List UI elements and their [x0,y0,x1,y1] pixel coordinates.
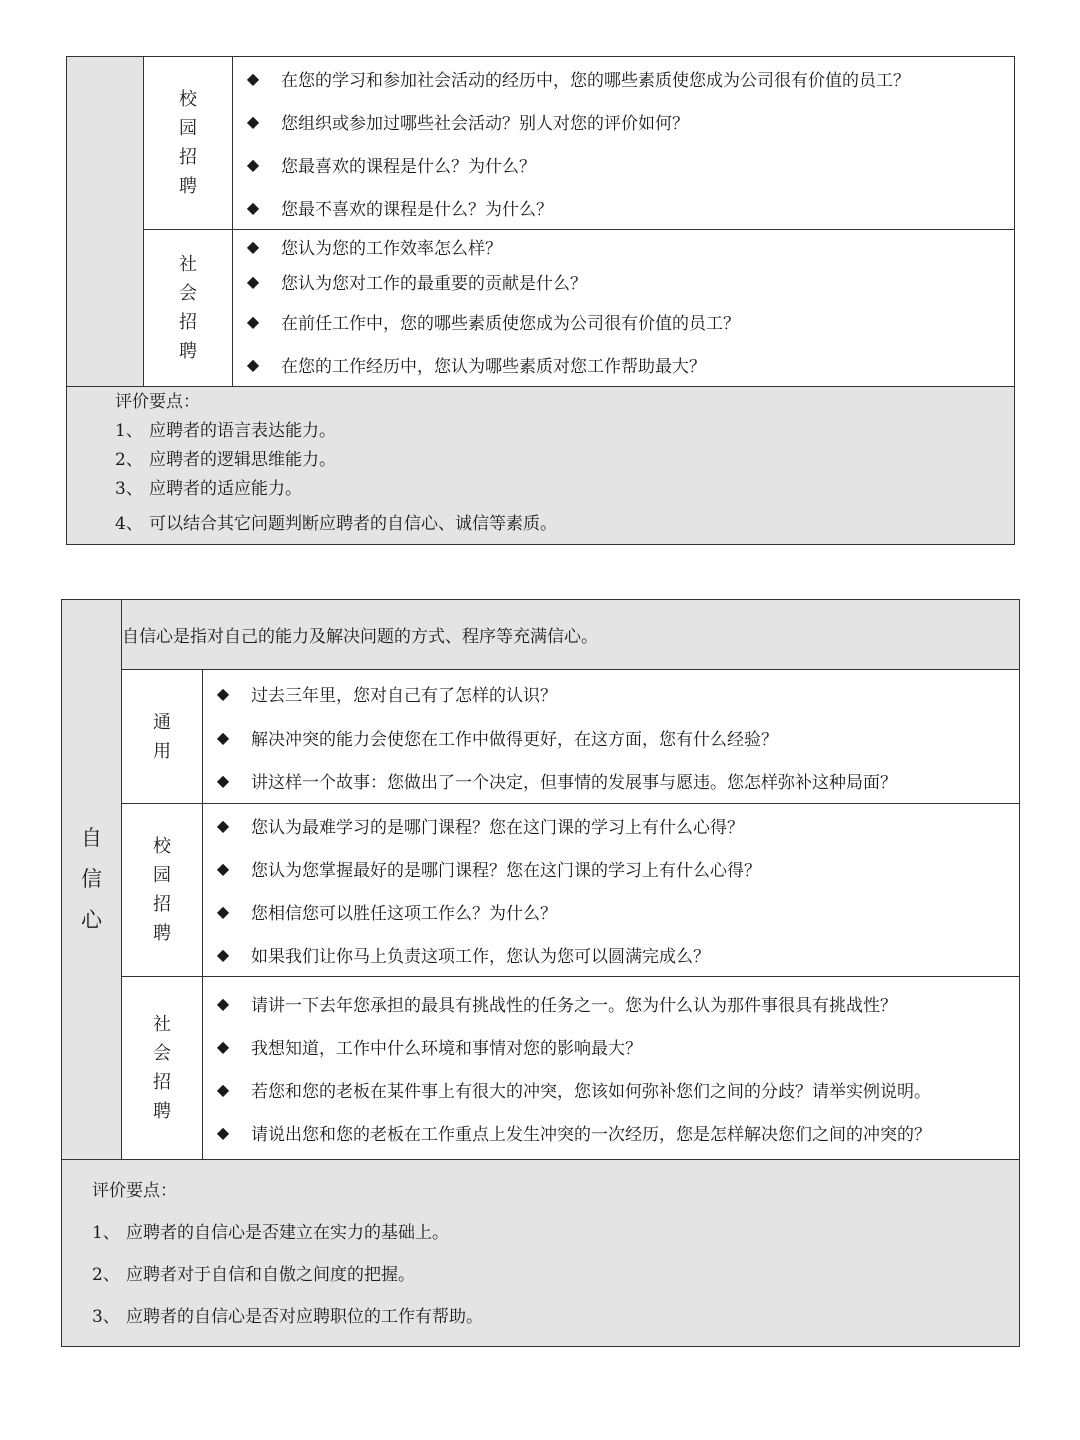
bullet-diamond-icon: ◆ [216,902,230,921]
bullet-diamond-icon: ◆ [216,816,230,835]
question-item: ◆ 我想知道，工作中什么环境和事情对您的影响最大？ [216,1037,642,1059]
bullet-diamond-icon: ◆ [246,155,260,174]
section-label-social: 社 会 招 聘 [122,977,203,1160]
question-item: ◆ 您最喜欢的课程是什么？为什么？ [246,155,536,177]
bullet-diamond-icon: ◆ [246,69,260,88]
evaluation-item: 3、 应聘者的自信心是否对应聘职位的工作有帮助。 [92,1307,483,1327]
section-label-general: 通 用 [122,670,203,804]
category-cell-empty [67,57,144,387]
bullet-diamond-icon: ◆ [216,684,230,703]
question-list-social [233,230,1015,387]
question-item: ◆ 您认为最难学习的是哪门课程？您在这门课的学习上有什么心得？ [216,816,744,838]
question-list-campus [233,57,1015,230]
evaluation-item: 2、 应聘者对于自信和自傲之间度的把握。 [92,1265,415,1285]
evaluation-title: 评价要点： [115,392,200,412]
question-list-general [203,670,1020,804]
bullet-diamond-icon: ◆ [246,112,260,131]
question-item: ◆ 在前任工作中，您的哪些素质使您成为公司很有价值的员工？ [246,312,740,334]
bullet-diamond-icon: ◆ [216,1080,230,1099]
question-item: ◆ 您相信您可以胜任这项工作么？为什么？ [216,902,557,924]
bullet-diamond-icon: ◆ [246,312,260,331]
evaluation-item: 1、 应聘者的语言表达能力。 [115,421,336,441]
bullet-diamond-icon: ◆ [216,994,230,1013]
question-list-social [203,977,1020,1160]
question-item: ◆ 您最不喜欢的课程是什么？为什么？ [246,198,553,220]
bullet-diamond-icon: ◆ [246,198,260,217]
evaluation-points [62,1160,1020,1347]
evaluation-item: 4、 可以结合其它问题判断应聘者的自信心、诚信等素质。 [115,514,557,534]
question-item: ◆ 请讲一下去年您承担的最具有挑战性的任务之一。您为什么认为那件事很具有挑战性？ [216,994,897,1016]
question-item: ◆ 如果我们让你马上负责这项工作，您认为您可以圆满完成么？ [216,945,710,967]
question-item: ◆ 过去三年里，您对自己有了怎样的认识？ [216,684,557,706]
bullet-diamond-icon: ◆ [246,271,260,291]
category-label-self-confidence: 自 信 心 [62,600,122,1160]
bullet-diamond-icon: ◆ [246,236,260,256]
evaluation-item: 1、 应聘者的自信心是否建立在实力的基础上。 [92,1223,449,1243]
interview-table-continued [66,56,1015,545]
evaluation-item: 3、 应聘者的适应能力。 [115,479,302,499]
bullet-diamond-icon: ◆ [216,1037,230,1056]
question-item: ◆ 您认为您的工作效率怎么样？ [246,236,502,259]
evaluation-item: 2、 应聘者的逻辑思维能力。 [115,450,336,470]
bullet-diamond-icon: ◆ [216,1123,230,1142]
question-item: ◆ 您认为您对工作的最重要的贡献是什么？ [246,271,587,294]
question-item: ◆ 您认为您掌握最好的是哪门课程？您在这门课的学习上有什么心得？ [216,859,761,881]
question-item: ◆ 讲这样一个故事：您做出了一个决定，但事情的发展事与愿违。您怎样弥补这种局面？ [216,770,897,793]
bullet-diamond-icon: ◆ [216,770,230,790]
interview-table-self-confidence [61,599,1020,1347]
section-label-campus: 校 园 招 聘 [122,804,203,977]
question-list-campus [203,804,1020,977]
evaluation-points [67,387,1015,545]
bullet-diamond-icon: ◆ [216,945,230,964]
section-label-campus: 校 园 招 聘 [144,57,233,230]
question-item: ◆ 请说出您和您的老板在工作重点上发生冲突的一次经历，您是怎样解决您们之间的冲突的？ [216,1123,931,1145]
bullet-diamond-icon: ◆ [216,727,230,747]
section-label-social: 社 会 招 聘 [144,230,233,387]
question-item: ◆ 解决冲突的能力会使您在工作中做得更好，在这方面，您有什么经验？ [216,727,778,750]
evaluation-title: 评价要点： [92,1181,177,1201]
bullet-diamond-icon: ◆ [246,355,260,374]
question-item: ◆ 您组织或参加过哪些社会活动？别人对您的评价如何？ [246,112,689,134]
category-definition: 自信心是指对自己的能力及解决问题的方式、程序等充满信心。 [122,600,1020,670]
question-item: ◆ 在您的学习和参加社会活动的经历中，您的哪些素质使您成为公司很有价值的员工？ [246,69,910,91]
question-item: ◆ 在您的工作经历中，您认为哪些素质对您工作帮助最大？ [246,355,706,377]
question-item: ◆ 若您和您的老板在某件事上有很大的冲突，您该如何弥补您们之间的分歧？请举实例说明。 [216,1080,931,1102]
bullet-diamond-icon: ◆ [216,859,230,878]
